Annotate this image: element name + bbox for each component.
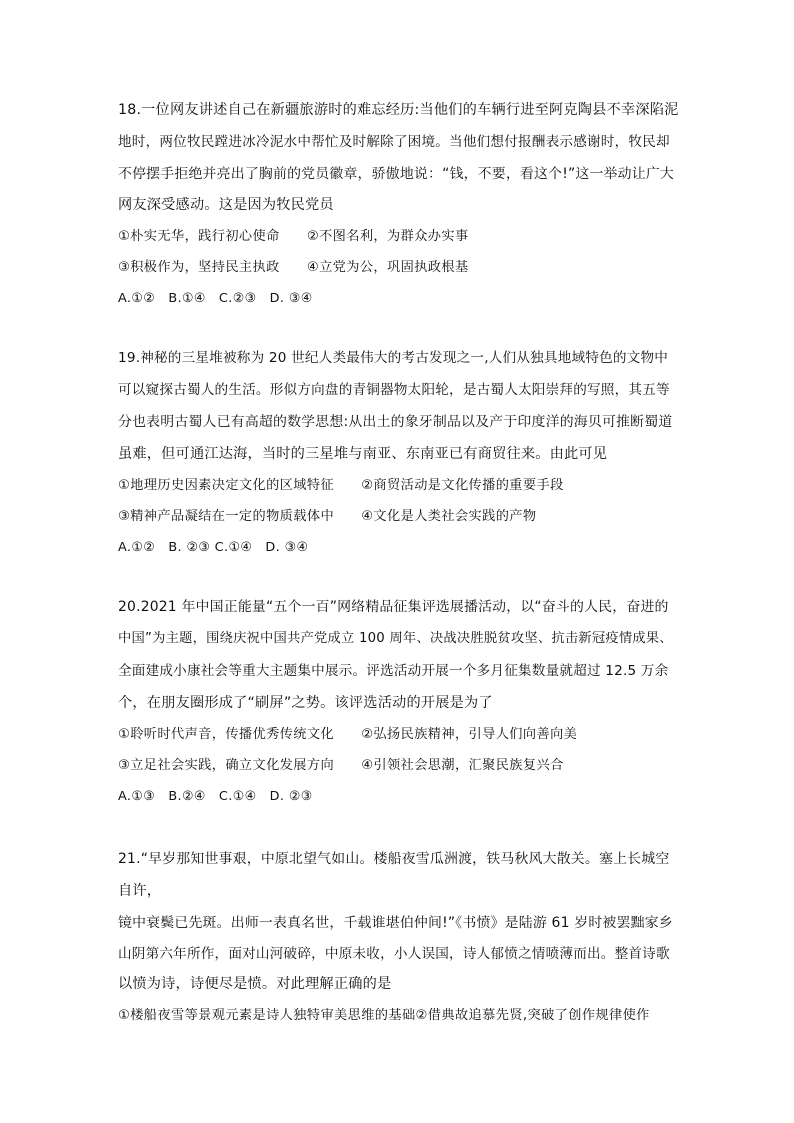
- q21-stem-line-3: 镜中衰鬓已先斑。出师一表真名世，千载谁堪伯仲间!”《书愤》是陆游 61 岁时被罢黜家乡: [118, 915, 673, 931]
- q18-options-line-1: ①朴实无华，践行初心使命 ②不图名利，为群众办实事: [118, 229, 469, 244]
- q18-options-line-2: ③积极作为，坚持民主执政 ④立党为公，巩固执政根基: [118, 260, 469, 275]
- q21-options-line-1: ①楼船夜雪等景观元素是诗人独特审美思维的基础②借典故追慕先贤,突破了创作规律使作: [118, 1008, 650, 1023]
- q20-options-line-1: ①聆听时代声音，传播优秀传统文化 ②弘扬民族精神，引导人们向善向美: [118, 727, 578, 742]
- q19-options-line-1: ①地理历史因素决定文化的区域特征 ②商贸活动是文化传播的重要手段: [118, 478, 564, 493]
- q18-answer-choices: A.①② B.①④ C.②③ D. ③④: [118, 291, 313, 306]
- q20-options-line-2: ③立足社会实践，确立文化发展方向 ④引领社会思潮，汇聚民族复兴合: [118, 758, 564, 773]
- q21-stem-line-1: 21.“早岁那知世事艰，中原北望气如山。楼船夜雪瓜洲渡，铁马秋风大散关。塞上长城空: [118, 851, 670, 867]
- q18-stem-line-1: 18.一位网友讲述自己在新疆旅游时的难忘经历:当他们的车辆行进至阿克陶县不幸深陷泥: [118, 102, 679, 118]
- q20-answer-choices: A.①③ B.②④ C.①④ D. ②③: [118, 789, 313, 804]
- q20-stem-line-4: 个，在朋友圈形成了“刷屏”之势。该评选活动的开展是为了: [118, 695, 493, 711]
- q19-stem-line-2: 可以窥探古蜀人的生活。形似方向盘的青铜器物太阳轮，是古蜀人太阳崇拜的写照，其五等: [118, 382, 670, 398]
- q19-options-line-2: ③精神产品凝结在一定的物质载体中 ④文化是人类社会实践的产物: [118, 509, 537, 524]
- q20-stem-line-1: 20.2021 年中国正能量“五个一百”网络精品征集评选展播活动，以“奋斗的人民，奋进的: [118, 599, 669, 615]
- q21-stem-line-5: 以愤为诗，诗便尽是愤。对此理解正确的是: [118, 976, 392, 992]
- q18-stem-line-4: 网友深受感动。这是因为牧民党员: [118, 197, 334, 213]
- q20-stem-line-2: 中国”为主题，围绕庆祝中国共产党成立 100 周年、决战决胜脱贫攻坚、抗击新冠疫情成果、: [118, 631, 673, 646]
- q20-stem-line-3: 全面建成小康社会等重大主题集中展示。评选活动开展一个多月征集数量就超过 12.5 万余: [118, 663, 669, 679]
- q19-answer-choices: A.①② B. ②③ C.①④ D. ③④: [118, 540, 309, 555]
- q18-stem-line-2: 地时，两位牧民蹚进冰冷泥水中帮忙及时解除了困境。当他们想付报酬表示感谢时，牧民却: [118, 134, 670, 150]
- q19-stem-line-1: 19.神秘的三星堆被称为 20 世纪人类最伟大的考古发现之一,人们从独具地域特色的文物中: [118, 350, 669, 366]
- q21-stem-line-2: 自许，: [118, 883, 162, 899]
- q18-stem-line-3: 不停摆手拒绝并亮出了胸前的党员徽章，骄傲地说：“钱，不要，看这个!”这一举动让广大: [118, 166, 675, 182]
- q19-stem-line-4: 虽难，但可通江达海，当时的三星堆与南亚、东南亚已有商贸往来。由此可见: [118, 446, 608, 462]
- q21-stem-line-4: 山阴第六年所作，面对山河破碎，中原未收，小人误国，诗人郁愤之情喷薄而出。整首诗歌: [118, 946, 670, 962]
- q19-stem-line-3: 分也表明古蜀人已有高超的数学思想:从出土的象牙制品以及产于印度洋的海贝可推断蜀道: [118, 414, 673, 430]
